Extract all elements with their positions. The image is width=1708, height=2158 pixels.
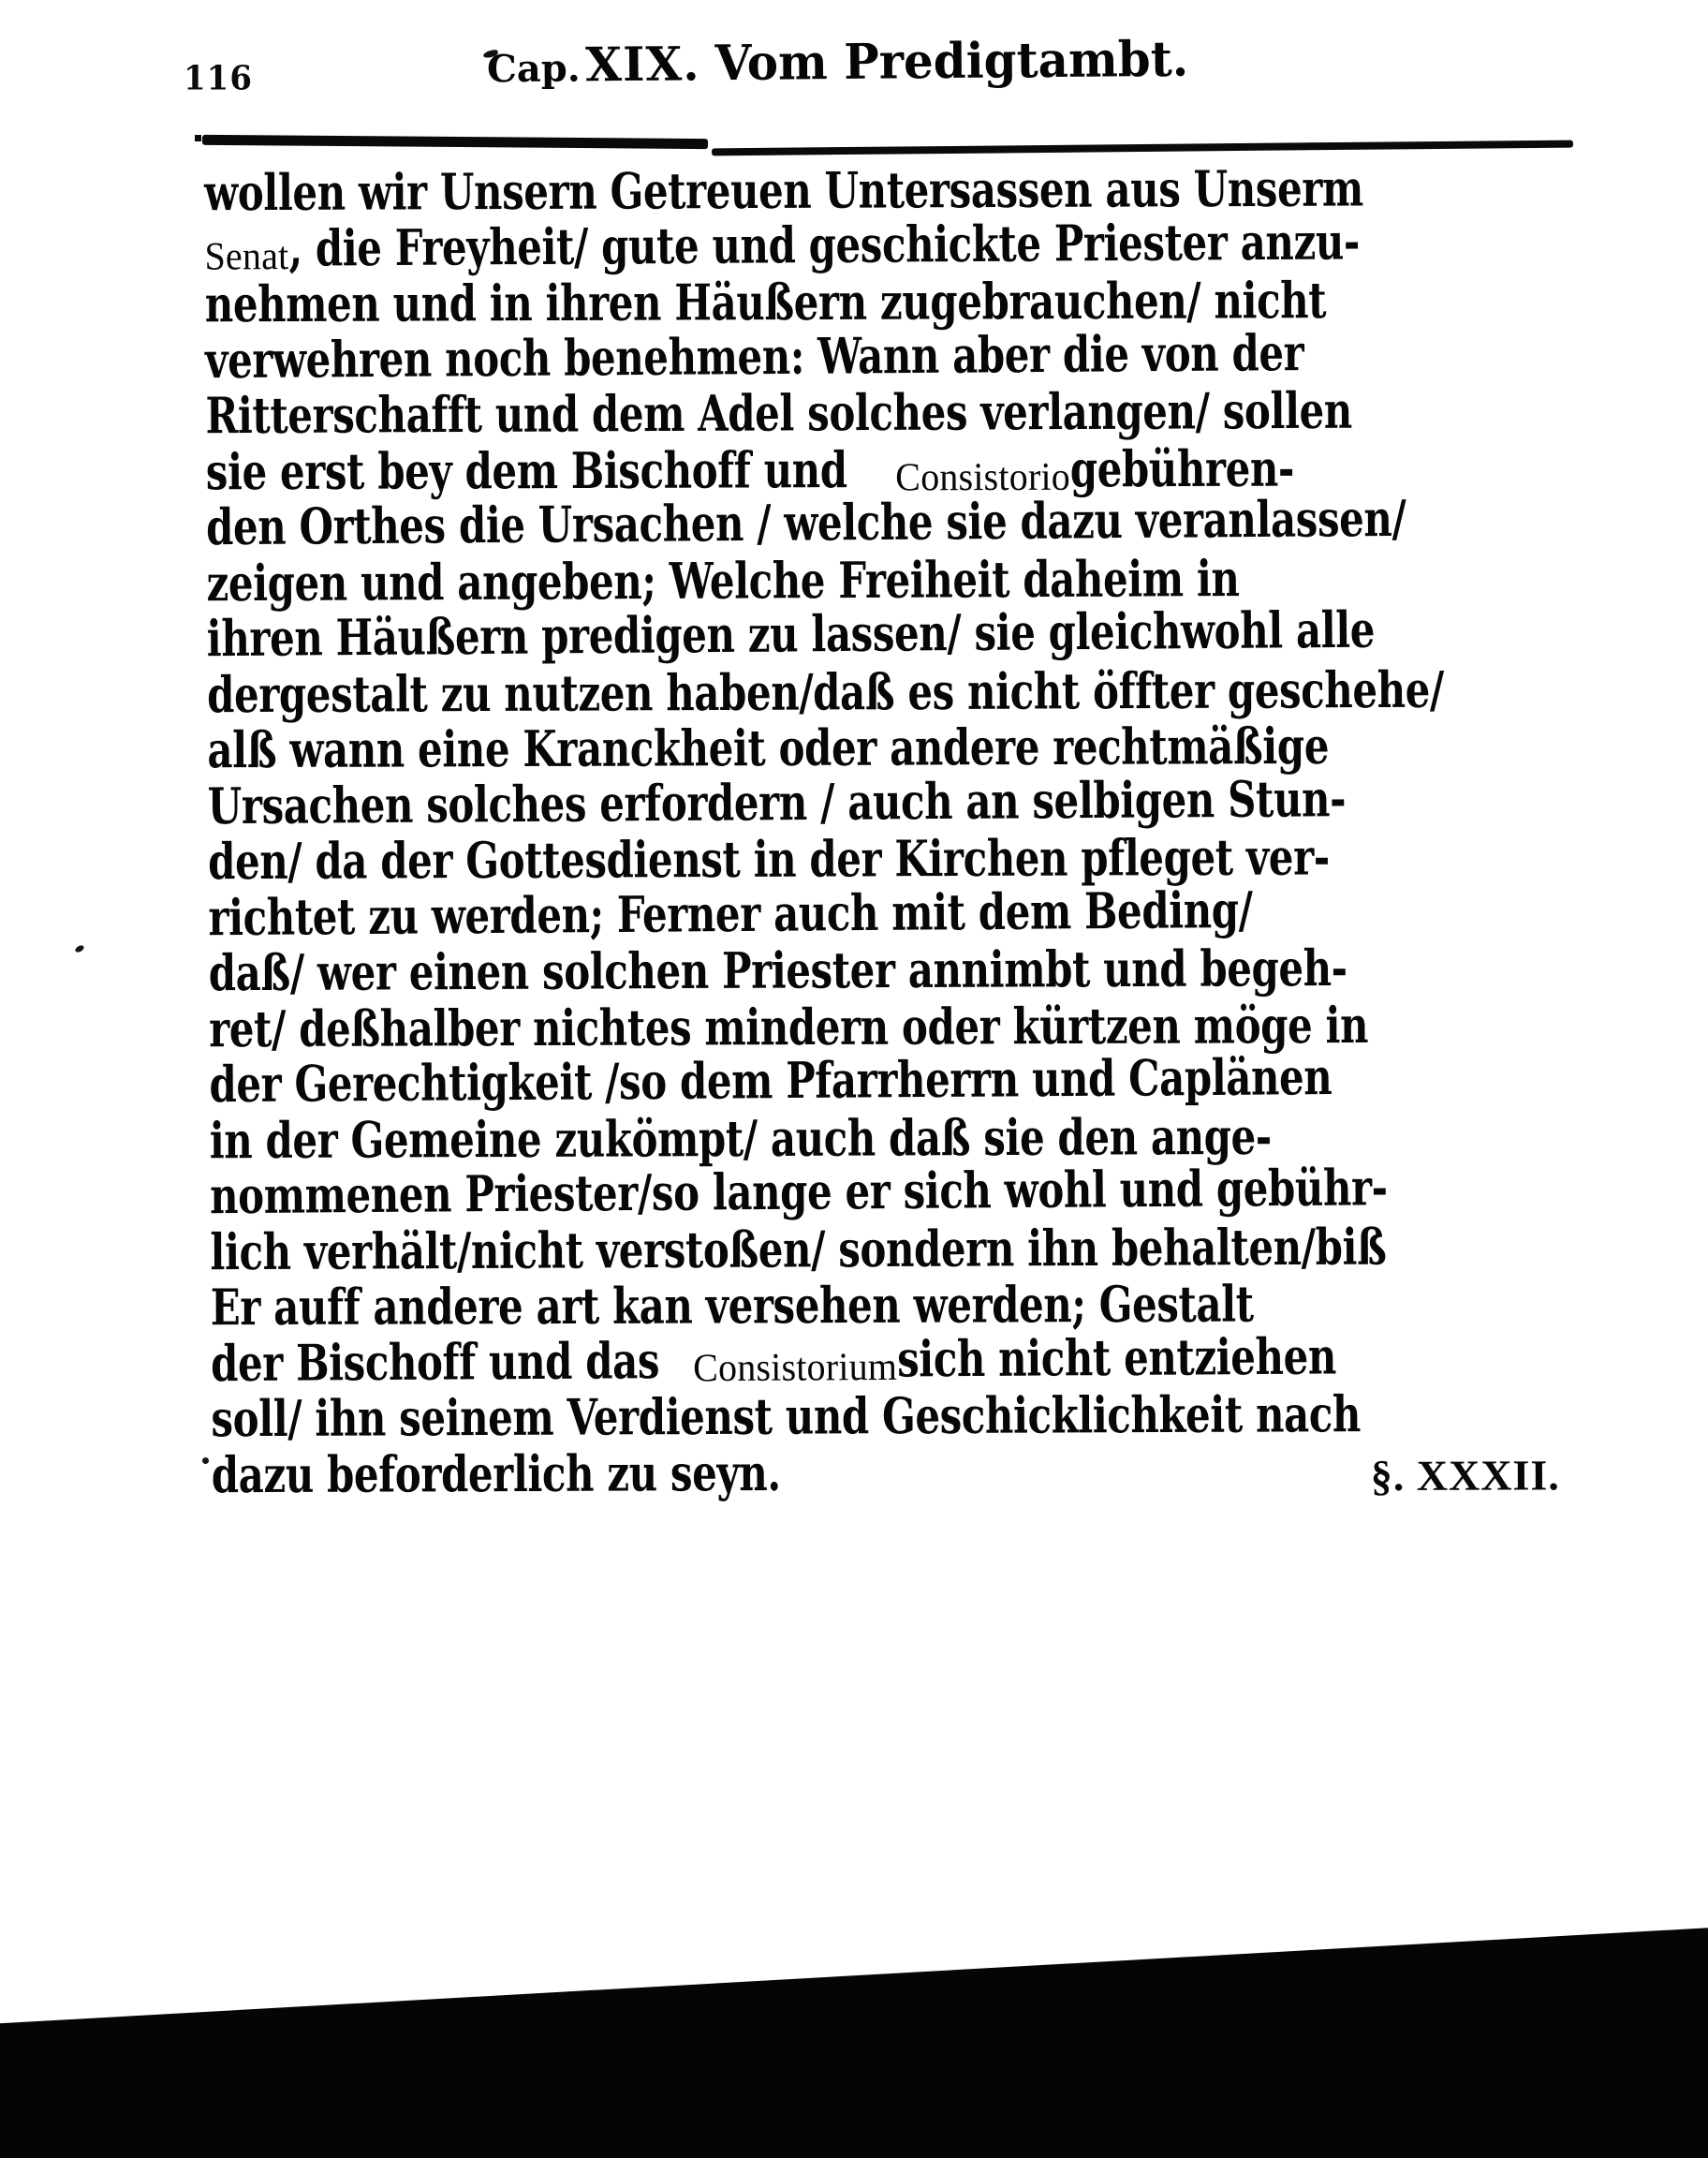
fraktur-run: verwehren noch benehmen: Wann aber die von der: [204, 323, 1304, 390]
margin-fleck: [202, 1457, 209, 1464]
fraktur-run: daß/ wer einen solchen Priester annimbt und begeh-: [208, 939, 1347, 1003]
chapter-cap-label: Cap.: [486, 46, 581, 92]
section-marker: §. XXXII.: [1370, 1450, 1560, 1500]
fraktur-run: sich nicht entziehen: [896, 1326, 1337, 1388]
body-text-block: [0, 158, 1708, 1509]
fraktur-run: lich verhält/nicht verstoßen/ sondern ihn behalten/biß: [210, 1217, 1387, 1281]
fraktur-run: richtet zu werden; Ferner auch mit dem Beding/: [208, 879, 1253, 947]
chapter-heading: [487, 31, 1199, 95]
chapter-number: XIX.: [584, 36, 700, 93]
fraktur-run: in der Gemeine zukömpt/ auch daß sie den ange-: [209, 1106, 1272, 1170]
fraktur-run: Ursachen solches erfordern / auch an selbigen Stun-: [207, 769, 1347, 835]
fraktur-run: Ritterschafft und dem Adel solches verlangen/ sollen: [205, 381, 1352, 446]
fraktur-run: zeigen und angeben; Welche Freiheit daheim in: [206, 549, 1240, 613]
fraktur-run: nommenen Priester/so lange er sich wohl und gebühr-: [209, 1158, 1388, 1226]
body-line: [211, 1442, 1579, 1508]
fraktur-run: alß wann eine Kranckheit oder andere rechtmäßige: [207, 717, 1330, 780]
scan-edge-shadow-right: [1220, 2059, 1708, 2158]
latin-word: Senat: [204, 232, 289, 278]
fraktur-run: gebühren-: [1069, 438, 1295, 498]
fraktur-run: ihren Häußern predigen zu lassen/ sie gleichwohl alle: [206, 600, 1376, 669]
fraktur-run: den/ da der Gottesdienst in der Kirchen pfleget ver-: [208, 827, 1330, 892]
fraktur-run: dazu beforderlich zu seyn.: [211, 1442, 781, 1504]
running-head: [0, 32, 1708, 116]
rule-segment-right: [712, 140, 1573, 156]
fraktur-run: , die Freyheit/ gute und geschickte Priester anzu-: [288, 212, 1360, 278]
rule-segment-left: [202, 135, 708, 149]
fraktur-run: nehmen und in ihren Häußern zugebrauchen/ nicht: [204, 271, 1327, 334]
fraktur-run: Er auff andere art kan versehen werden; Gestalt: [210, 1274, 1254, 1338]
rule-left-tick: [195, 135, 201, 141]
chapter-title: Vom Predigtambt.: [714, 30, 1189, 93]
fraktur-run: sie erst bey dem Bischoff und: [205, 440, 847, 501]
fraktur-run: der Gerechtigkeit /so dem Pfarrherrn und Caplänen: [209, 1047, 1333, 1115]
fraktur-run: dergestalt zu nutzen haben/daß es nicht öffter geschehe/: [207, 659, 1445, 724]
fraktur-run: der Bischoff und das: [210, 1331, 660, 1393]
latin-word: Consistorio: [895, 453, 1071, 499]
latin-word: Consistorium: [692, 1343, 898, 1390]
page-folio-number: 116: [184, 59, 253, 98]
fraktur-run: wollen wir Unsern Getreuen Untersassen aus Unserm: [204, 158, 1363, 223]
fraktur-run: den Orthes die Ursachen / welche sie dazu veranlassen/: [205, 489, 1406, 557]
fraktur-run: soll/ ihn seinem Verdienst und Geschicklichkeit nach: [211, 1384, 1362, 1449]
header-rule: [0, 127, 1708, 159]
fraktur-run: ret/ deßhalber nichtes mindern oder kürtzen möge in: [209, 995, 1369, 1058]
